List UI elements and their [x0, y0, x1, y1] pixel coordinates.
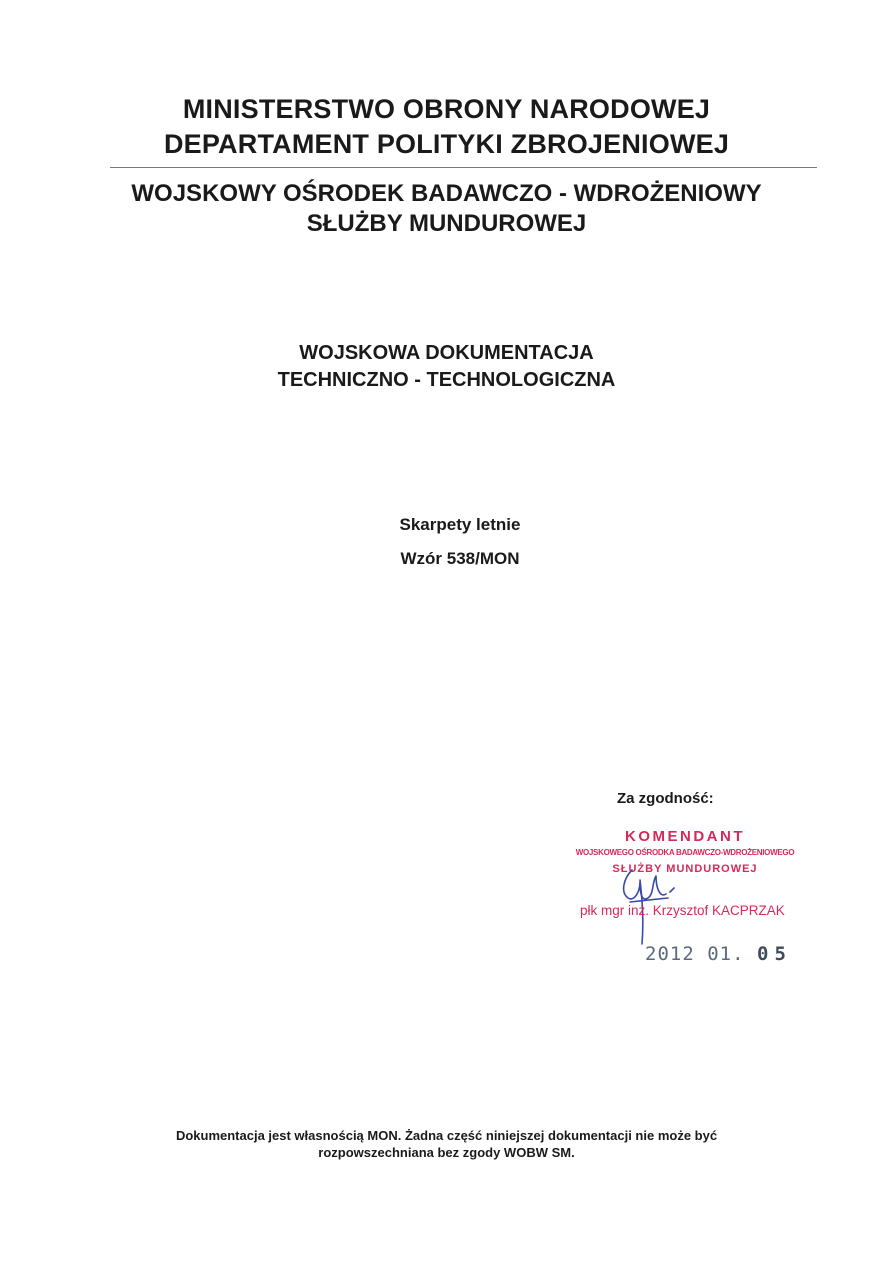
product-name: Skarpety letnie: [399, 515, 521, 534]
conformity-label: Za zgodność:: [617, 790, 714, 807]
ownership-notice-line2: rozpowszechniana bez zgody WOBW SM.: [318, 1145, 575, 1160]
header-divider: [110, 167, 817, 168]
date-month: 01.: [707, 943, 745, 965]
signer-name: płk mgr inż. Krzysztof KACPRZAK: [580, 903, 785, 918]
institution-name: WOJSKOWY OŚRODEK BADAWCZO - WDROŻENIOWY: [131, 180, 762, 207]
date-day: 05: [757, 943, 792, 965]
date-year: 2012: [645, 943, 695, 965]
product-model: Wzór 538/MON: [400, 549, 520, 568]
stamp-institution: WOJSKOWEGO OŚRODKA BADAWCZO-WDROŻENIOWEGO: [575, 848, 795, 857]
header-department: DEPARTAMENT POLITYKI ZBROJENIOWEJ: [163, 129, 730, 159]
ownership-notice-line1: Dokumentacja jest własnością MON. Żadna część niniejszej dokumentacji nie może być: [175, 1128, 718, 1143]
stamp-unit: SŁUŻBY MUNDUROWEJ: [612, 863, 758, 875]
document-type-line1: WOJSKOWA DOKUMENTACJA: [299, 342, 594, 364]
institution-unit: SŁUŻBY MUNDUROWEJ: [306, 210, 587, 237]
document-type-line2: TECHNICZNO - TECHNOLOGICZNA: [277, 369, 616, 391]
header-ministry: MINISTERSTWO OBRONY NARODOWEJ: [182, 94, 711, 124]
stamp-title: KOMENDANT: [625, 828, 745, 845]
approval-date-stamp: [645, 943, 792, 965]
